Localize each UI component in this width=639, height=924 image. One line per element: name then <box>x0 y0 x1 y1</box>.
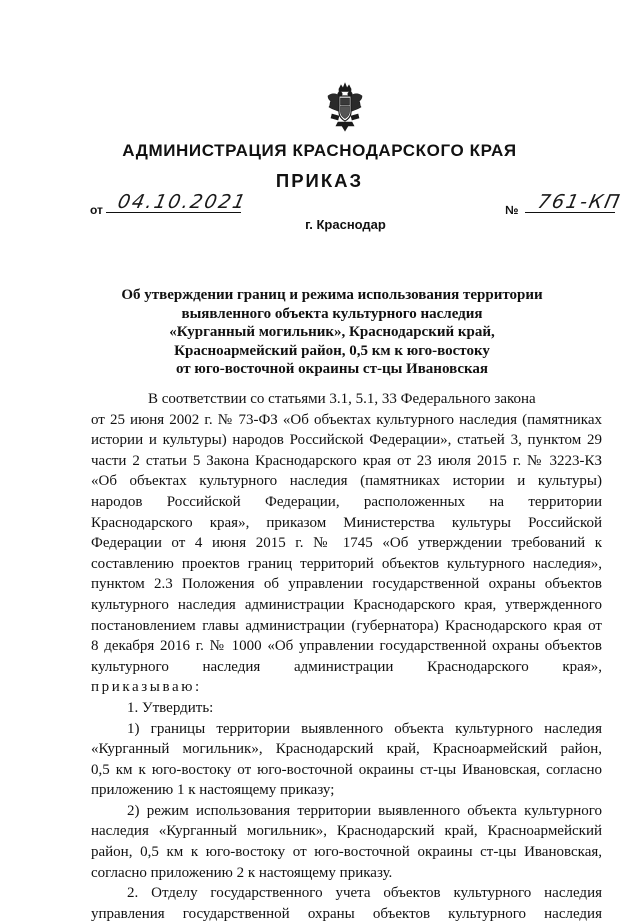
coat-of-arms-emblem-icon <box>326 82 364 132</box>
body-line: пунктом 2.3 Положения об управлении государственной охраны объектов <box>91 576 602 593</box>
title-line: от юго-восточной окраины ст-цы Ивановская <box>175 361 489 377</box>
body-line: 2) режим использования территории выявленного объекта культурного <box>127 802 602 819</box>
body-line: постановлением главы администрации (губернатора) Краснодарского края от <box>91 617 602 634</box>
body-line: управления государственной охраны объектов культурного наследия <box>91 905 602 922</box>
body-line-order-word: приказываю: <box>91 679 202 696</box>
body-line: 8 декабря 2016 г. № 1000 «Об управлении государственной охраны объектов <box>91 638 602 655</box>
body-line: истории и культуры) народов Российской Федерации», статьей 3, пунктом 29 <box>91 432 602 449</box>
date-value: 04.10.2021 <box>115 191 250 213</box>
body-line: 1. Утвердить: <box>127 699 214 716</box>
body-line: части 2 статьи 5 Закона Краснодарского края от 23 июля 2015 г. № 3223-КЗ <box>91 452 602 469</box>
date-label: от <box>90 203 103 217</box>
body-line: 0,5 км к юго-востоку от юго-восточной окраины ст-цы Ивановская, согласно <box>91 761 602 778</box>
body-line: Краснодарского края», приказом Министерства культуры Российской <box>91 514 602 531</box>
body-line: наследия «Курганный могильник», Краснодарский край, Красноармейский <box>91 823 602 840</box>
body-line: составлению проектов границ территорий объектов культурного наследия», <box>91 555 602 572</box>
title-line: «Курганный могильник», Краснодарский край, <box>169 324 495 340</box>
title-line: Об утверждении границ и режима использования территории <box>121 287 543 303</box>
body-line: культурного наследия администрации Краснодарского края, утвержденного <box>91 596 602 613</box>
body-line: народов Российской Федерации, расположенных на территории <box>91 493 602 510</box>
body-line: район, 0,5 км к юго-востоку от юго-восточной окраины ст-цы Ивановская, <box>91 844 602 861</box>
number-value: 761-КП <box>535 191 624 213</box>
city: г. Краснодар <box>305 217 386 232</box>
body-line: приложению 1 к настоящему приказу; <box>91 782 335 799</box>
number-label: № <box>505 203 519 217</box>
body-line: В соответствии со статьями 3.1, 5.1, 33 Федерального закона <box>148 391 536 407</box>
body-line: 1) границы территории выявленного объекта культурного наследия <box>127 720 602 737</box>
body-line: согласно приложению 2 к настоящему приказу. <box>91 864 393 881</box>
body-line: культурного наследия администрации Краснодарского края», <box>91 658 602 675</box>
organization-name: АДМИНИСТРАЦИЯ КРАСНОДАРСКОГО КРАЯ <box>122 141 517 160</box>
body-line: «Курганный могильник», Краснодарский край, Красноармейский район, <box>91 741 602 758</box>
document-body <box>91 389 602 924</box>
document-type: ПРИКАЗ <box>275 170 364 191</box>
body-line: «Об объектах культурного наследия (памятниках истории и культуры) <box>91 473 602 490</box>
document-title <box>70 286 594 379</box>
title-line: выявленного объекта культурного наследия <box>181 305 483 322</box>
title-line: Красноармейский район, 0,5 км к юго-востоку <box>174 342 490 359</box>
body-line: Федерации от 4 июня 2015 г. № 1745 «Об утверждении требований к <box>91 535 602 552</box>
body-line: от 25 июня 2002 г. № 73-ФЗ «Об объектах культурного наследия (памятниках <box>91 411 602 428</box>
body-line: 2. Отделу государственного учета объектов культурного наследия <box>127 885 602 902</box>
